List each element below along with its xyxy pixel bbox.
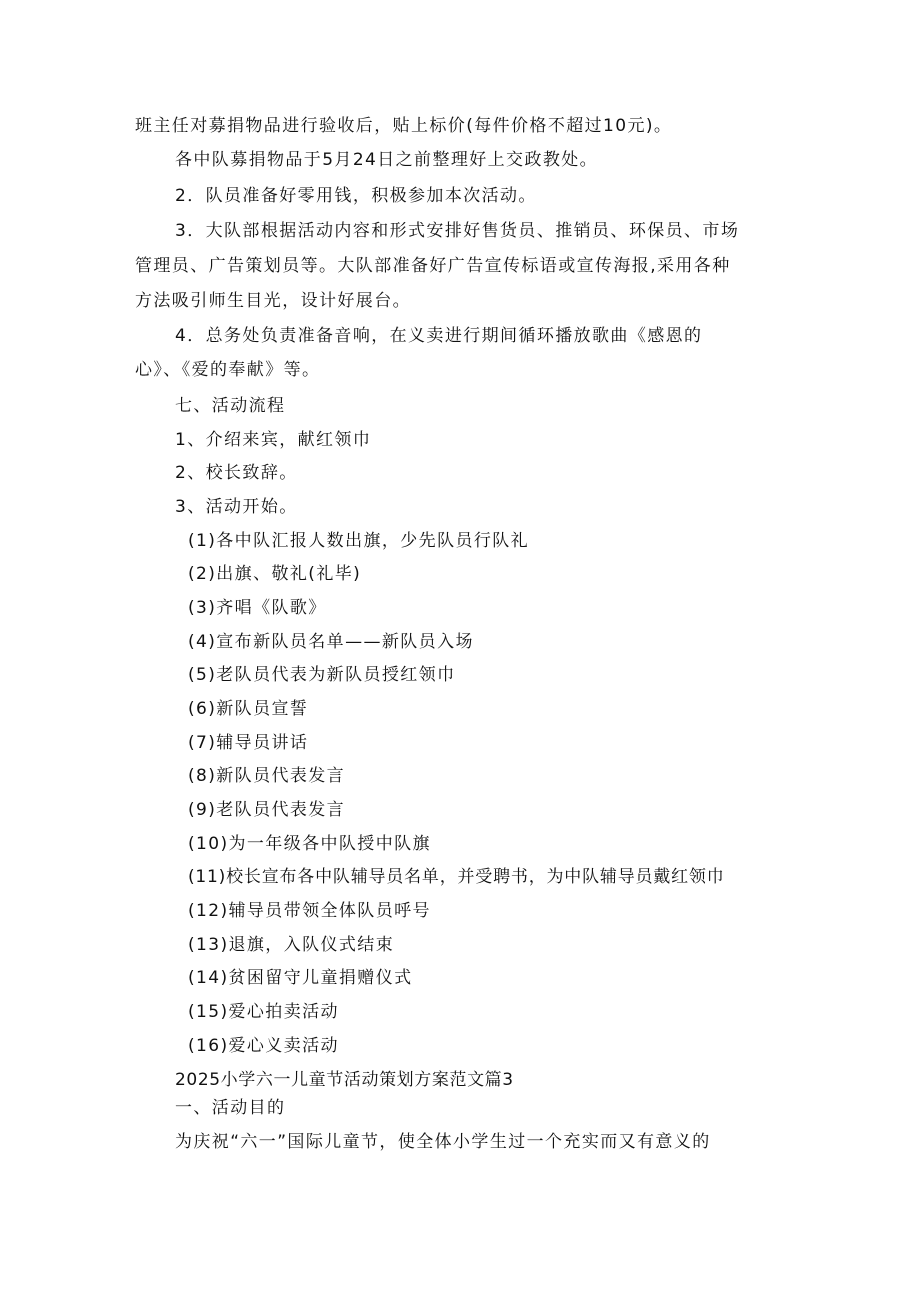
list-item-4: (4)宣布新队员名单——新队员入场 (188, 632, 474, 652)
list-item-9: (9)老队员代表发言 (188, 800, 346, 820)
text-line-3: 2．队员准备好零用钱，积极参加本次活动。 (175, 186, 537, 206)
list-item-6: (6)新队员宣誓 (188, 699, 309, 719)
text-line-5: 管理员、广告策划员等。大队部准备好广告宣传标语或宣传海报,采用各种 (135, 256, 731, 276)
list-item-13: (13)退旗，入队仪式结束 (188, 935, 395, 955)
list-item-5: (5)老队员代表为新队员授红领巾 (188, 665, 456, 685)
list-item-16: (16)爱心义卖活动 (188, 1036, 339, 1056)
section-heading-activity-flow: 七、活动流程 (175, 396, 286, 416)
text-line-8: 心》、《爱的奉献》等。 (135, 360, 321, 380)
list-item-15: (15)爱心拍卖活动 (188, 1002, 339, 1022)
text-line-2: 各中队募捐物品于5月24日之前整理好上交政教处。 (175, 150, 599, 170)
list-item-10: (10)为一年级各中队授中队旗 (188, 834, 431, 854)
list-item-8: (8)新队员代表发言 (188, 766, 346, 786)
list-item-2: (2)出旗、敬礼(礼毕) (188, 564, 362, 584)
text-line-12: 3、活动开始。 (175, 497, 298, 517)
text-line-6: 方法吸引师生目光，设计好展台。 (135, 291, 411, 311)
list-item-7: (7)辅导员讲话 (188, 733, 309, 753)
text-line-7: 4．总务处负责准备音响，在义卖进行期间循环播放歌曲《感恩的 (175, 326, 703, 346)
text-line-4: 3．大队部根据活动内容和形式安排好售货员、推销员、环保员、市场 (175, 221, 740, 241)
list-item-11: (11)校长宣布各中队辅导员名单，并受聘书，为中队辅导员戴红领巾 (188, 867, 725, 887)
list-item-14: (14)贫困留守儿童捐赠仪式 (188, 968, 413, 988)
list-item-1: (1)各中队汇报人数出旗，少先队员行队礼 (188, 531, 530, 551)
text-line-11: 2、校长致辞。 (175, 463, 298, 483)
text-line-1: 班主任对募捐物品进行验收后，贴上标价(每件价格不超过10元)。 (135, 116, 673, 136)
section-heading-activity-purpose: 一、活动目的 (175, 1098, 286, 1118)
list-item-12: (12)辅导员带领全体队员呼号 (188, 901, 431, 921)
text-line-10: 1、介绍来宾，献红领巾 (175, 430, 372, 450)
list-item-3: (3)齐唱《队歌》 (188, 598, 327, 618)
text-line-31: 为庆祝“六一”国际儿童节，使全体小学生过一个充实而又有意义的 (175, 1132, 711, 1152)
article-heading: 2025小学六一儿童节活动策划方案范文篇3 (175, 1070, 514, 1090)
